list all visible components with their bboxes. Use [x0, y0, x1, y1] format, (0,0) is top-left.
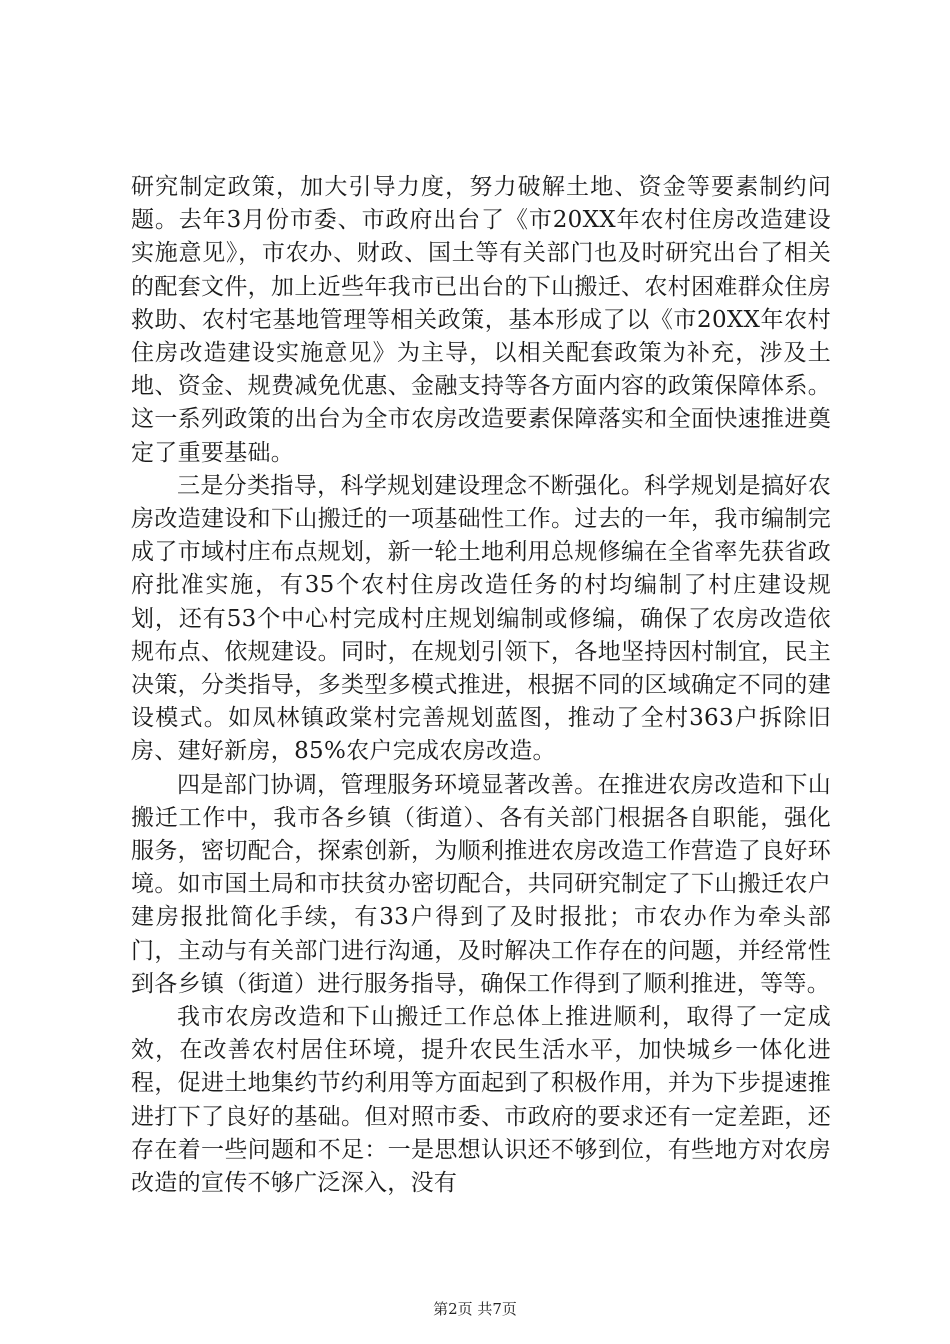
paragraph-planning: 三是分类指导，科学规划建设理念不断强化。科学规划是搞好农房改造建设和下山搬迁的一项基础性工作。过去的一年，我市编制完成了市域村庄布点规划，新一轮土地利用总规修编在全省率先获省政府批准实施，有35个农村住房改造任务的村均编制了村庄建设规划，还有53个中心村完成村庄规划编制或修编，确保了农房改造依规布点、依规建设。同时，在规划引领下，各地坚持因村制宜，民主决策，分类指导，多类型多模式推进，根据不同的区域确定不同的建设模式。如凤林镇政棠村完善规划蓝图，推动了全村363户拆除旧房、建好新房，85%农户完成农房改造。	[131, 472, 831, 765]
page-number-footer: 第2页 共7页	[433, 1300, 517, 1318]
document-body	[131, 171, 831, 1200]
paragraph-policy-support: 研究制定政策，加大引导力度，努力破解土地、资金等要素制约问题。去年3月份市委、市政府出台了《市20XX年农村住房改造建设实施意见》，市农办、财政、国土等有关部门也及时研究出台了相关的配套文件，加上近些年我市已出台的下山搬迁、农村困难群众住房救助、农村宅基地管理等相关政策，基本形成了以《市20XX年农村住房改造建设实施意见》为主导，以相关配套政策为补充，涉及土地、资金、规费减免优惠、金融支持等各方面内容的政策保障体系。这一系列政策的出台为全市农房改造要素保障落实和全面快速推进奠定了重要基础。	[131, 174, 831, 466]
paragraph-problems-summary: 我市农房改造和下山搬迁工作总体上推进顺利，取得了一定成效，在改善农村居住环境，提升农民生活水平，加快城乡一体化进程，促进土地集约节约利用等方面起到了积极作用，并为下步提速推进打下了良好的基础。但对照市委、市政府的要求还有一定差距，还存在着一些问题和不足：一是思想认识还不够到位，有些地方对农房改造的宣传不够广泛深入，没有	[131, 1004, 831, 1197]
paragraph-department-coordination: 四是部门协调，管理服务环境显著改善。在推进农房改造和下山搬迁工作中，我市各乡镇（街道）、各有关部门根据各自职能，强化服务，密切配合，探索创新，为顺利推进农房改造工作营造了良好环境。如市国土局和市扶贫办密切配合，共同研究制定了下山搬迁农户建房报批简化手续，有33户得到了及时报批；市农办作为牵头部门，主动与有关部门进行沟通，及时解决工作存在的问题，并经常性到各乡镇（街道）进行服务指导，确保工作得到了顺利推进，等等。	[131, 771, 831, 997]
